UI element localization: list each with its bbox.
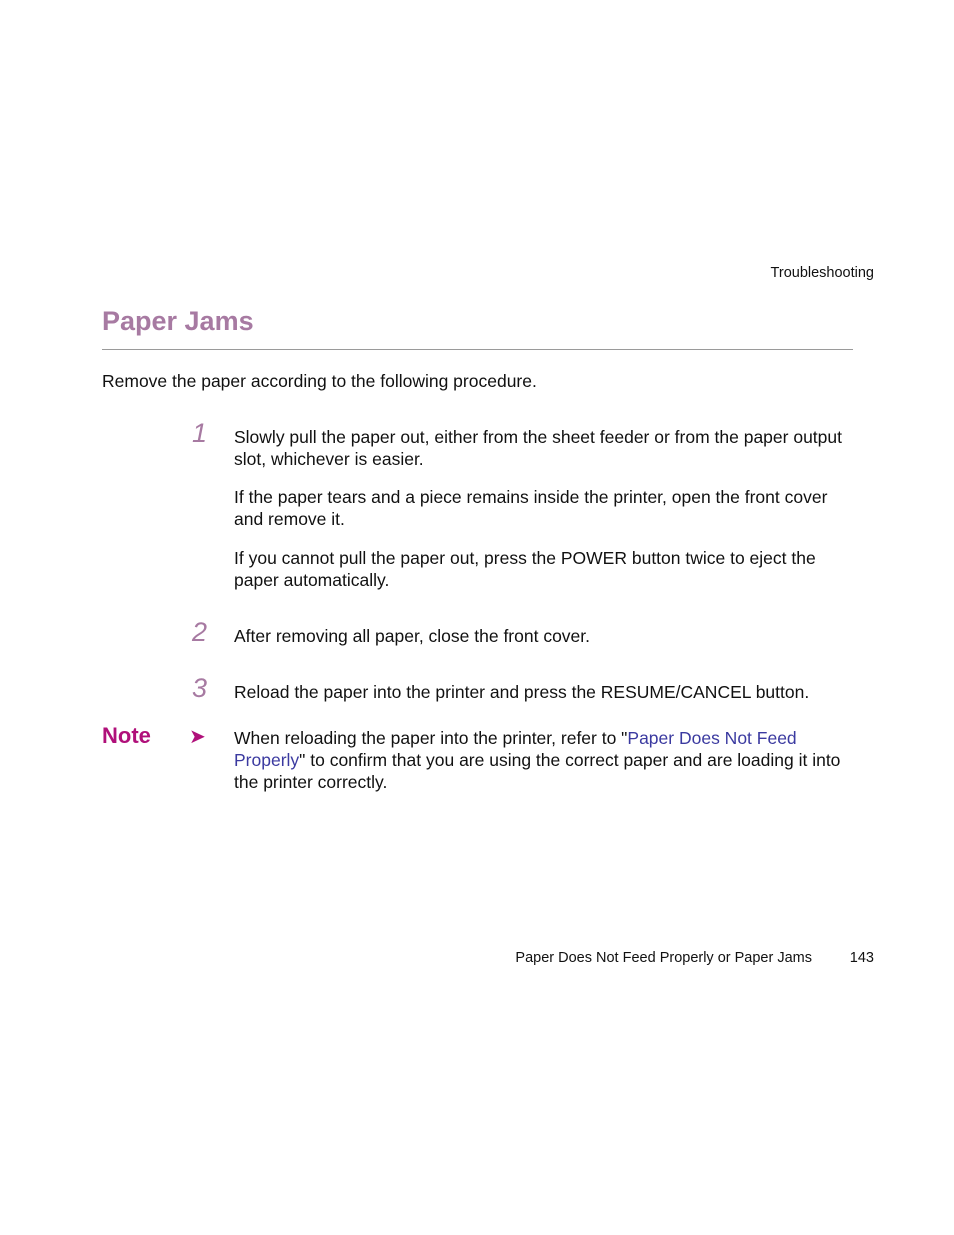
title-divider [102, 349, 853, 350]
page-title: Paper Jams [102, 306, 254, 336]
section-label: Troubleshooting [770, 265, 874, 281]
step-2-paragraph-1: After removing all paper, close the front cover. [234, 626, 591, 646]
step-3-number: 3 [192, 673, 208, 703]
note-label: Note [102, 723, 151, 748]
step-2-number: 2 [192, 617, 208, 647]
note-arrow-icon: ➤ [189, 726, 206, 748]
footer-page-number: 143 [849, 950, 874, 966]
footer-chapter-title: Paper Does Not Feed Properly or Paper Jams [515, 950, 812, 966]
note-text-after: " to confirm that you are using the correct paper and are loading it into the printer correctly. [234, 750, 841, 792]
paper-does-not-feed-link[interactable]: Paper Does Not Feed Properly [234, 728, 797, 770]
step-1-paragraph-1: Slowly pull the paper out, either from the sheet feeder or from the paper output slot, whichever is easier. [234, 427, 842, 469]
step-3-paragraph-1: Reload the paper into the printer and press the RESUME/CANCEL button. [234, 682, 810, 702]
step-1-paragraph-2: If the paper tears and a piece remains inside the printer, open the front cover and remove it. [234, 487, 828, 529]
note-text-before: When reloading the paper into the printer, refer to " [234, 728, 628, 748]
intro-text: Remove the paper according to the following procedure. [102, 371, 537, 391]
step-1-number: 1 [192, 418, 208, 448]
step-1-paragraph-3: If you cannot pull the paper out, press the POWER button twice to eject the paper automatically. [234, 548, 816, 590]
note-text [234, 727, 859, 793]
